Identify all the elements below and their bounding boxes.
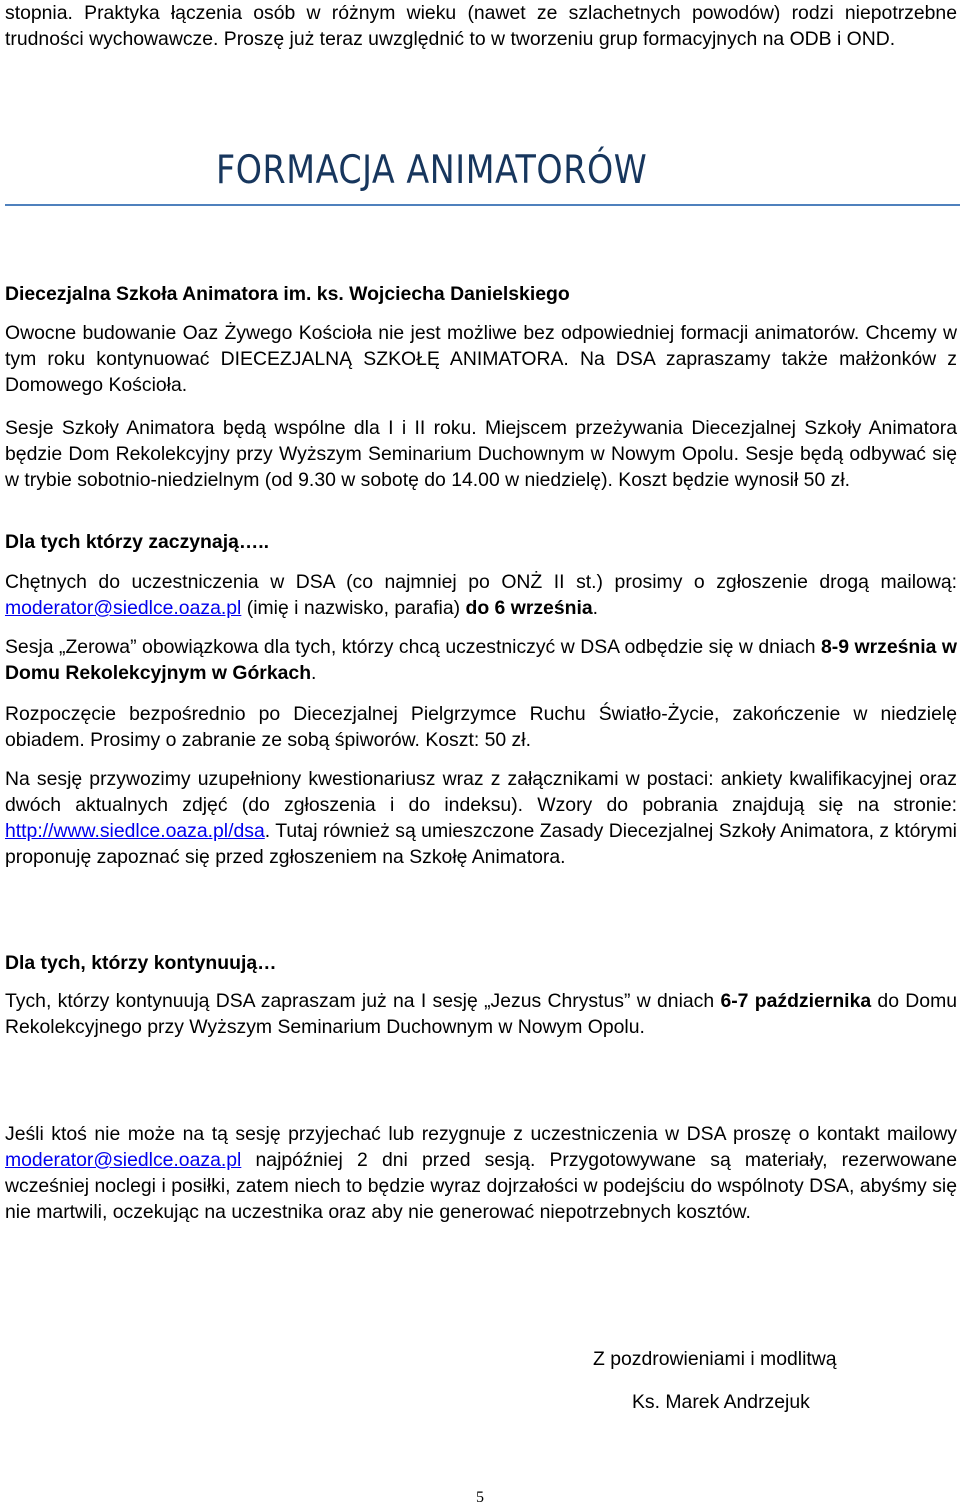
continuing-title-text: Dla tych, którzy kontynuują… [5,952,277,974]
website-link[interactable]: http://www.siedlce.oaza.pl/dsa [5,820,265,842]
email-link[interactable]: moderator@siedlce.oaza.pl [5,597,242,619]
page-number: 5 [476,1489,484,1506]
continuing-title [5,950,957,976]
signup-text-before: Chętnych do uczestniczenia w DSA (co najmniej po ONŻ II st.) prosimy o zgłoszenie drogą mailową: [5,571,957,593]
zero-dates: 8-9 września w Domu Rekolekcyjnym w Górkach [5,636,957,684]
continuing-paragraph [5,988,957,1040]
section-heading: FORMACJA ANIMATORÓW [216,148,648,193]
intro-paragraph: stopnia. Praktyka łączenia osób w różnym wieku (nawet ze szlachetnych powodów) rodzi niepotrzebne trudności wychowawcze. Proszę już teraz uwzględnić to w tworzeniu grup formacyjnych na ODB i OND. [5,2,957,50]
beginners-title-text: Dla tych którzy zaczynają….. [5,531,270,553]
invite-dates: 6-7 października [720,990,872,1012]
invite-text-after: do Domu Rekolekcyjnego przy Wyższym Seminarium Duchownym w Nowym Opolu. [5,990,958,1038]
signup-paragraph [5,569,957,621]
signature-name: Ks. Marek Andrzejuk [632,1391,810,1413]
signup-text-middle: (imię i nazwisko, parafia) [241,597,466,619]
signup-text-after: . [592,597,599,619]
email-link-contact[interactable]: moderator@siedlce.oaza.pl [5,1149,242,1171]
docs-text-after: . Tutaj również są umieszczone Zasady Diecezjalnej Szkoły Animatora, z którymi proponuję zapoznać się przed zgłoszeniem na Szkołę Animatora. [5,820,957,868]
zero-session-paragraph [5,634,957,686]
start-paragraph: Rozpoczęcie bezpośrednio po Diecezjalnej Pielgrzymce Ruchu Światło-Życie, zakończenie w niedzielę obiadem. Prosimy o zabranie ze sobą śpiworów. Koszt: 50 zł. [5,703,957,751]
signup-deadline: do 6 września [465,597,593,619]
documents-paragraph [5,766,957,870]
cancel-text-before: Jeśli ktoś nie może na tą sesję przyjechać lub rezygnuje z uczestniczenia w DSA proszę o kontakt mailowy [5,1123,957,1145]
beginners-title [5,529,957,555]
zero-text-before: Sesja „Zerowa” obowiązkowa dla tych, którzy chcą uczestniczyć w DSA odbędzie się w dniach [5,636,822,658]
zero-text-after: . [311,662,317,684]
heading-rule [5,204,960,206]
cancellation-paragraph [5,1121,957,1225]
sessions-paragraph: Sesje Szkoły Animatora będą wspólne dla I i II roku. Miejscem przeżywania Diecezjalnej Szkoły Animatora będzie Dom Rekolekcyjny przy Wyższym Seminarium Duchownym w Nowym Opolu. Sesje będą odbywać się w trybie sobotnio-niedzielnym (od 9.30 w sobotę do 14.00 w niedzielę). Koszt będzie wynosił 50 zł. [5,417,957,491]
signature-greeting: Z pozdrowieniami i modlitwą [593,1348,837,1370]
docs-text-before: Na sesję przywozimy uzupełniony kwestionariusz wraz z załącznikami w postaci: ankiety kwalifikacyjnej oraz dwóch aktualnych zdjęć (do zgłoszenia i do indeksu). Wzory do pobrania znajdują się na stronie: [5,768,957,816]
invite-text-before: Tych, którzy kontynuują DSA zapraszam już na I sesję „Jezus Chrystus” w dniach [5,990,721,1012]
formation-paragraph: Owocne budowanie Oaz Żywego Kościoła nie jest możliwe bez odpowiedniej formacji animatorów. Chcemy w tym roku kontynuować DIECEZJALNĄ SZKOŁĘ ANIMATORA. Na DSA zapraszamy także małżonków z Domowego Kościoła. [5,322,957,396]
school-subheading: Diecezjalna Szkoła Animatora im. ks. Wojciecha Danielskiego [5,283,570,305]
cancel-text-after: najpóźniej 2 dni przed sesją. Przygotowywane są materiały, rezerwowane wcześniej noclegi i posiłki, zatem niech to będzie wyraz dojrzałości w podejściu do wspólnoty DSA, abyśmy się nie martwili, oczekując na uczestnika oraz aby nie generować niepotrzebnych kosztów. [5,1149,957,1223]
